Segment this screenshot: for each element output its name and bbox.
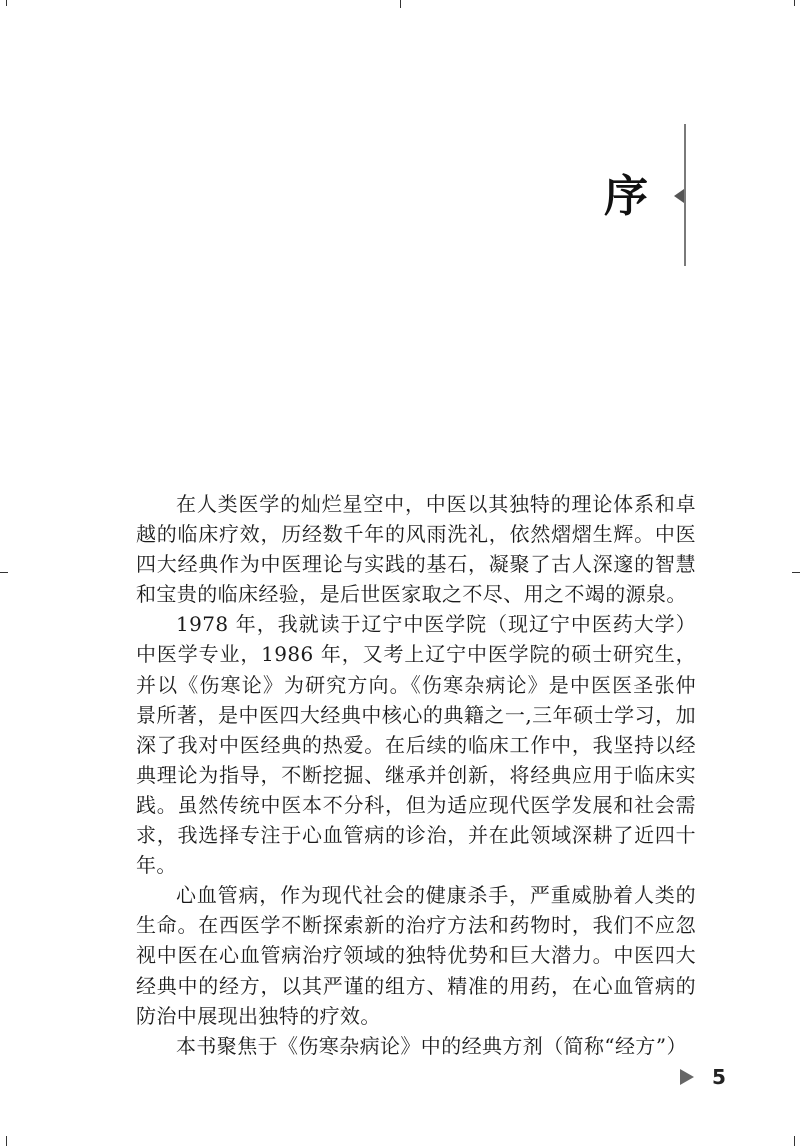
crop-mark <box>6 0 7 6</box>
crop-mark <box>0 572 8 573</box>
title-divider <box>684 124 686 266</box>
preface-body <box>136 489 696 1061</box>
paragraph: 1978 年，我就读于辽宁中医学院（现辽宁中医药大学）中医学专业，1986 年，又考上辽宁中医学院的硕士研究生，并以《伤寒论》为研究方向。《伤寒杂病论》是中医医圣张仲景所著，是中医四大经典中核心的典籍之一,三年硕士学习，加深了我对中医经典的热爱。在后续的临床工作中，我坚持以经典理论为指导，不断挖掘、继承并创新，将经典应用于临床实践。虽然传统中医本不分科，但为适应现代医学发展和社会需求，我选择专注于心血管病的诊治，并在此领域深耕了近四十年。 <box>136 612 696 878</box>
paragraph: 心血管病，作为现代社会的健康杀手，严重威胁着人类的生命。在西医学不断探索新的治疗方法和药物时，我们不应忽视中医在心血管病治疗领域的独特优势和巨大潜力。中医四大经典中的经方，以其严谨的组方、精准的用药，在心血管病的防治中展现出独特的疗效。 <box>136 883 696 1028</box>
crop-mark <box>792 572 800 573</box>
crop-mark <box>794 1136 795 1146</box>
crop-mark <box>6 1136 7 1146</box>
paragraph: 本书聚焦于《伤寒杂病论》中的经典方剂（简称“经方”） <box>176 1033 687 1058</box>
crop-mark <box>794 0 795 6</box>
page-arrow-icon <box>680 1069 694 1085</box>
title-pointer-icon <box>674 189 684 203</box>
paragraph: 在人类医学的灿烂星空中，中医以其独特的理论体系和卓越的临床疗效，历经数千年的风雨洗礼，依然熠熠生辉。中医四大经典作为中医理论与实践的基石，凝聚了古人深邃的智慧和宝贵的临床经验，是后世医家取之不尽、用之不竭的源泉。 <box>136 492 696 607</box>
page-footer <box>680 1064 726 1090</box>
page-number: 5 <box>712 1065 726 1089</box>
crop-mark <box>400 0 401 8</box>
chapter-title: 序 <box>604 171 648 222</box>
